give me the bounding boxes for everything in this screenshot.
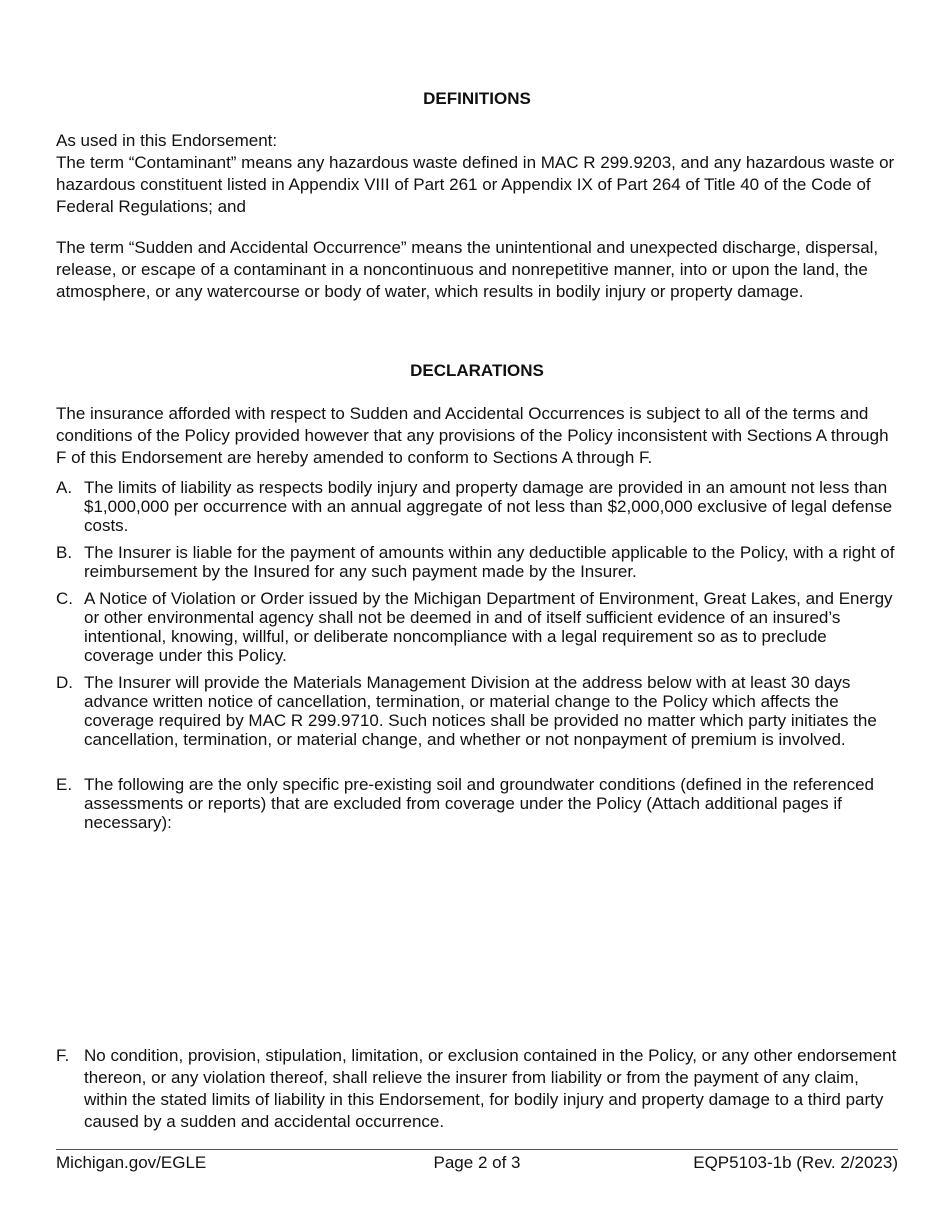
item-text: No condition, provision, stipulation, limitation, or exclusion contained in the Policy, or any other endorsement thereon, or any violation thereof, shall relieve the insurer from liability or from the payment of any claim, within the stated limits of liability in this Endorsement, for bodily injury and property damage to a third party caused by a sudden and accidental occurrence. xyxy=(84,1046,897,1131)
declaration-item-a xyxy=(56,478,898,535)
declaration-item-e xyxy=(56,775,898,832)
item-letter: E. xyxy=(56,775,73,794)
declarations-heading: DECLARATIONS xyxy=(410,361,544,380)
item-letter: C. xyxy=(56,589,73,608)
definitions-heading: DEFINITIONS xyxy=(423,89,531,108)
item-text: The following are the only specific pre-existing soil and groundwater conditions (defined in the referenced assessments or reports) that are excluded from coverage under the Policy (Attach additional pages if necessary): xyxy=(84,775,875,832)
document-page xyxy=(56,0,898,1230)
declaration-item-b xyxy=(56,543,898,581)
item-letter: B. xyxy=(56,543,73,562)
definition-contaminant: The term “Contaminant” means any hazardous waste defined in MAC R 299.9203, and any hazardous waste or hazardous constituent listed in Appendix VIII of Part 261 or Appendix IX of Part 264 of Title 40 of the Code of Federal Regulations; and xyxy=(56,153,895,216)
declarations-intro: The insurance afforded with respect to Sudden and Accidental Occurrences is subject to all of the terms and conditions of the Policy provided however that any provisions of the Policy inconsistent with Sections A through F of this Endorsement are hereby amended to conform to Sections A through F. xyxy=(56,404,889,467)
item-letter: F. xyxy=(56,1046,70,1065)
item-text: The Insurer will provide the Materials Management Division at the address below with at least 30 days advance written notice of cancellation, termination, or material change to the Policy which affects the coverage required by MAC R 299.9710. Such notices shall be provided no matter which party initiates the cancellation, termination, or material change, and whether or not nonpayment of premium is involved. xyxy=(84,673,877,749)
definition-sudden-accidental: The term “Sudden and Accidental Occurrence” means the unintentional and unexpected discharge, dispersal, release, or escape of a contaminant in a noncontinuous and nonrepetitive manner, into or upon the land, the atmosphere, or any watercourse or body of water, which results in bodily injury or property damage. xyxy=(56,238,879,301)
declaration-item-c xyxy=(56,589,898,665)
item-text: A Notice of Violation or Order issued by the Michigan Department of Environment, Great Lakes, and Energy or other environmental agency shall not be deemed in and of itself sufficient evidence of an insured’s intentional, knowing, willful, or deliberate noncompliance with a legal requirement so as to preclude coverage under this Policy. xyxy=(84,589,893,665)
footer-form-number: EQP5103-1b (Rev. 2/2023) xyxy=(693,1153,898,1172)
item-letter: D. xyxy=(56,673,73,692)
item-text: The limits of liability as respects bodily injury and property damage are provided in an amount not less than $1,000,000 per occurrence with an annual aggregate of not less than $2,000,000 exclusive of legal defense costs. xyxy=(84,478,893,535)
item-text: The Insurer is liable for the payment of amounts within any deductible applicable to the Policy, with a right of reimbursement by the Insured for any such payment made by the Insurer. xyxy=(84,543,895,581)
definitions-intro: As used in this Endorsement: xyxy=(56,131,278,150)
declaration-item-d xyxy=(56,673,898,749)
item-letter: A. xyxy=(56,478,73,497)
declaration-item-f xyxy=(56,1045,898,1133)
footer-page-number: Page 2 of 3 xyxy=(433,1153,521,1172)
footer-divider xyxy=(56,1149,898,1150)
footer-website: Michigan.gov/EGLE xyxy=(56,1153,207,1172)
